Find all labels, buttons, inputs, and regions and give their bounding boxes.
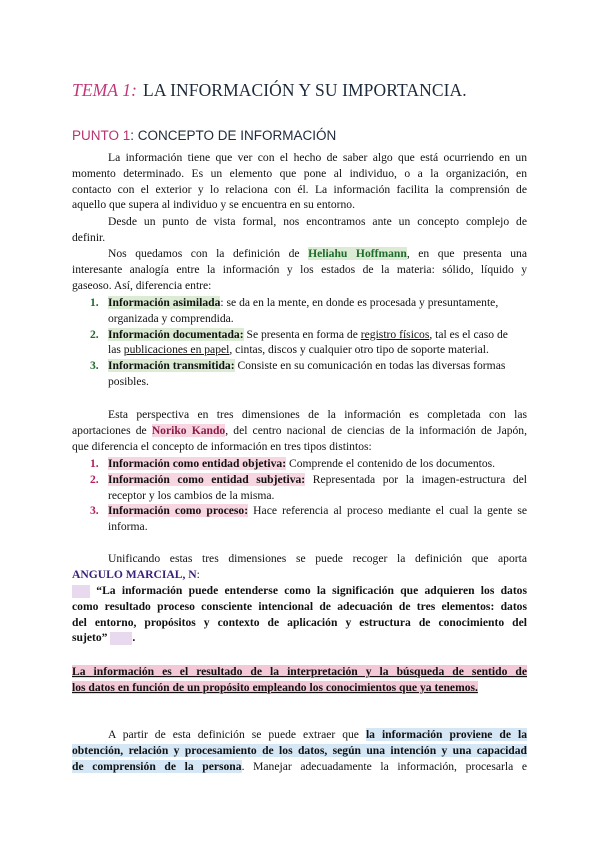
page-title [72, 80, 467, 101]
text-line: del entorno, propósitos y contexto de aplicación y estructura de conocimiento del [72, 615, 527, 629]
author-angulo: ANGULO MARCIAL, N [72, 567, 197, 581]
paragraph-2 [72, 214, 527, 246]
author-hoffmann: Heliahu Hoffmann [308, 247, 407, 260]
tema-label: TEMA 1: [72, 80, 138, 100]
text-line: que diferencia el concepto de información en tres tipos distintos: [72, 439, 372, 453]
section-heading [72, 128, 336, 143]
text-line: de comprensión de la persona. Manejar adecuadamente la información, procesarla e [72, 759, 527, 773]
title-text: LA INFORMACIÓN Y SU IMPORTANCIA. [143, 80, 467, 100]
list-states [72, 295, 527, 390]
text-line: interesante analogía entre la información y los estados de la materia: sólido, líquido y [72, 262, 527, 276]
text-line: obtención, relación y procesamiento de los datos, según una intención y una capacidad [72, 743, 527, 757]
text-line: ANGULO MARCIAL, N: [72, 567, 200, 581]
conclusion: La información es el resultado de la interpretación y la búsqueda de sentido de los datos en función de un propósito empleando los conocimientos que ya tenemos. [72, 665, 527, 694]
paragraph-4 [72, 407, 527, 454]
text-line: Desde un punto de vista formal, nos encontramos ante un concepto complejo de [108, 215, 527, 228]
text-line: como resultado proceso consciente intencional de adecuación de tres elementos: datos [72, 599, 527, 613]
list-item: 1. Información como entidad objetiva: Comprende el contenido de los documentos. [90, 457, 496, 470]
text-line: “La información puede entenderse como la significación que adquieren los datos [72, 583, 527, 599]
text-line: definir. [72, 230, 106, 244]
text-line: Nos quedamos con la definición de Heliahu Hoffmann, en que presenta una [108, 247, 527, 260]
text-line: aportaciones de Noriko Kando, del centro nacional de ciencias de la información de Japón, [72, 423, 527, 437]
list-item: 3. Información como proceso: Hace referencia al proceso mediante el cual la gente se informa. [90, 504, 527, 534]
list-kando [72, 456, 527, 535]
text-line: aquello que supera al individuo y se encuentra en su entorno. [72, 198, 355, 212]
definition-quote [72, 583, 527, 646]
text-line: A partir de esta definición se puede extraer que la información proviene de la [108, 728, 528, 741]
paragraph-6 [72, 727, 527, 774]
highlight-mark [110, 632, 132, 645]
list-item: 2. Información como entidad subjetiva: Representada por la imagen-estructura del receptor y los cambios de la misma. [90, 472, 527, 502]
author-kando: Noriko Kando [151, 423, 226, 437]
text-line: La información tiene que ver con el hecho de saber algo que está ocurriendo en un [108, 151, 527, 164]
text-line: Esta perspectiva en tres dimensiones de la información es completada con las [108, 408, 527, 421]
list-item: 3. Información transmitida: Consiste en su comunicación en todas las diversas formas posibles. [90, 359, 506, 388]
paragraph-1 [72, 150, 527, 213]
text-line: gaseoso. Así, diferencia entre: [72, 278, 212, 292]
section-number: PUNTO 1 [72, 128, 131, 143]
list-item: 2. Información documentada: Se presenta en forma de registro físicos, tal es el caso de las publicaciones en papel, cintas, discos y cualquier otro tipo de soporte material. [90, 327, 508, 357]
text-line: Unificando estas tres dimensiones se puede recoger la definición que aporta [108, 552, 527, 565]
section-title: : CONCEPTO DE INFORMACIÓN [130, 128, 337, 143]
highlight-mark [72, 585, 90, 598]
text-line: sujeto” . [72, 631, 136, 645]
text-line: momento determinado. Es un elemento que pone al individuo, o a la organización, en [72, 166, 527, 180]
paragraph-5 [72, 551, 527, 583]
list-item: 1. Información asimilada: se da en la mente, en donde es procesada y presuntamente, organizada y comprendida. [90, 296, 499, 325]
paragraph-3 [72, 246, 527, 293]
text-line: contacto con el exterior y lo relaciona con él. La información facilita la comprensión de [72, 182, 527, 196]
